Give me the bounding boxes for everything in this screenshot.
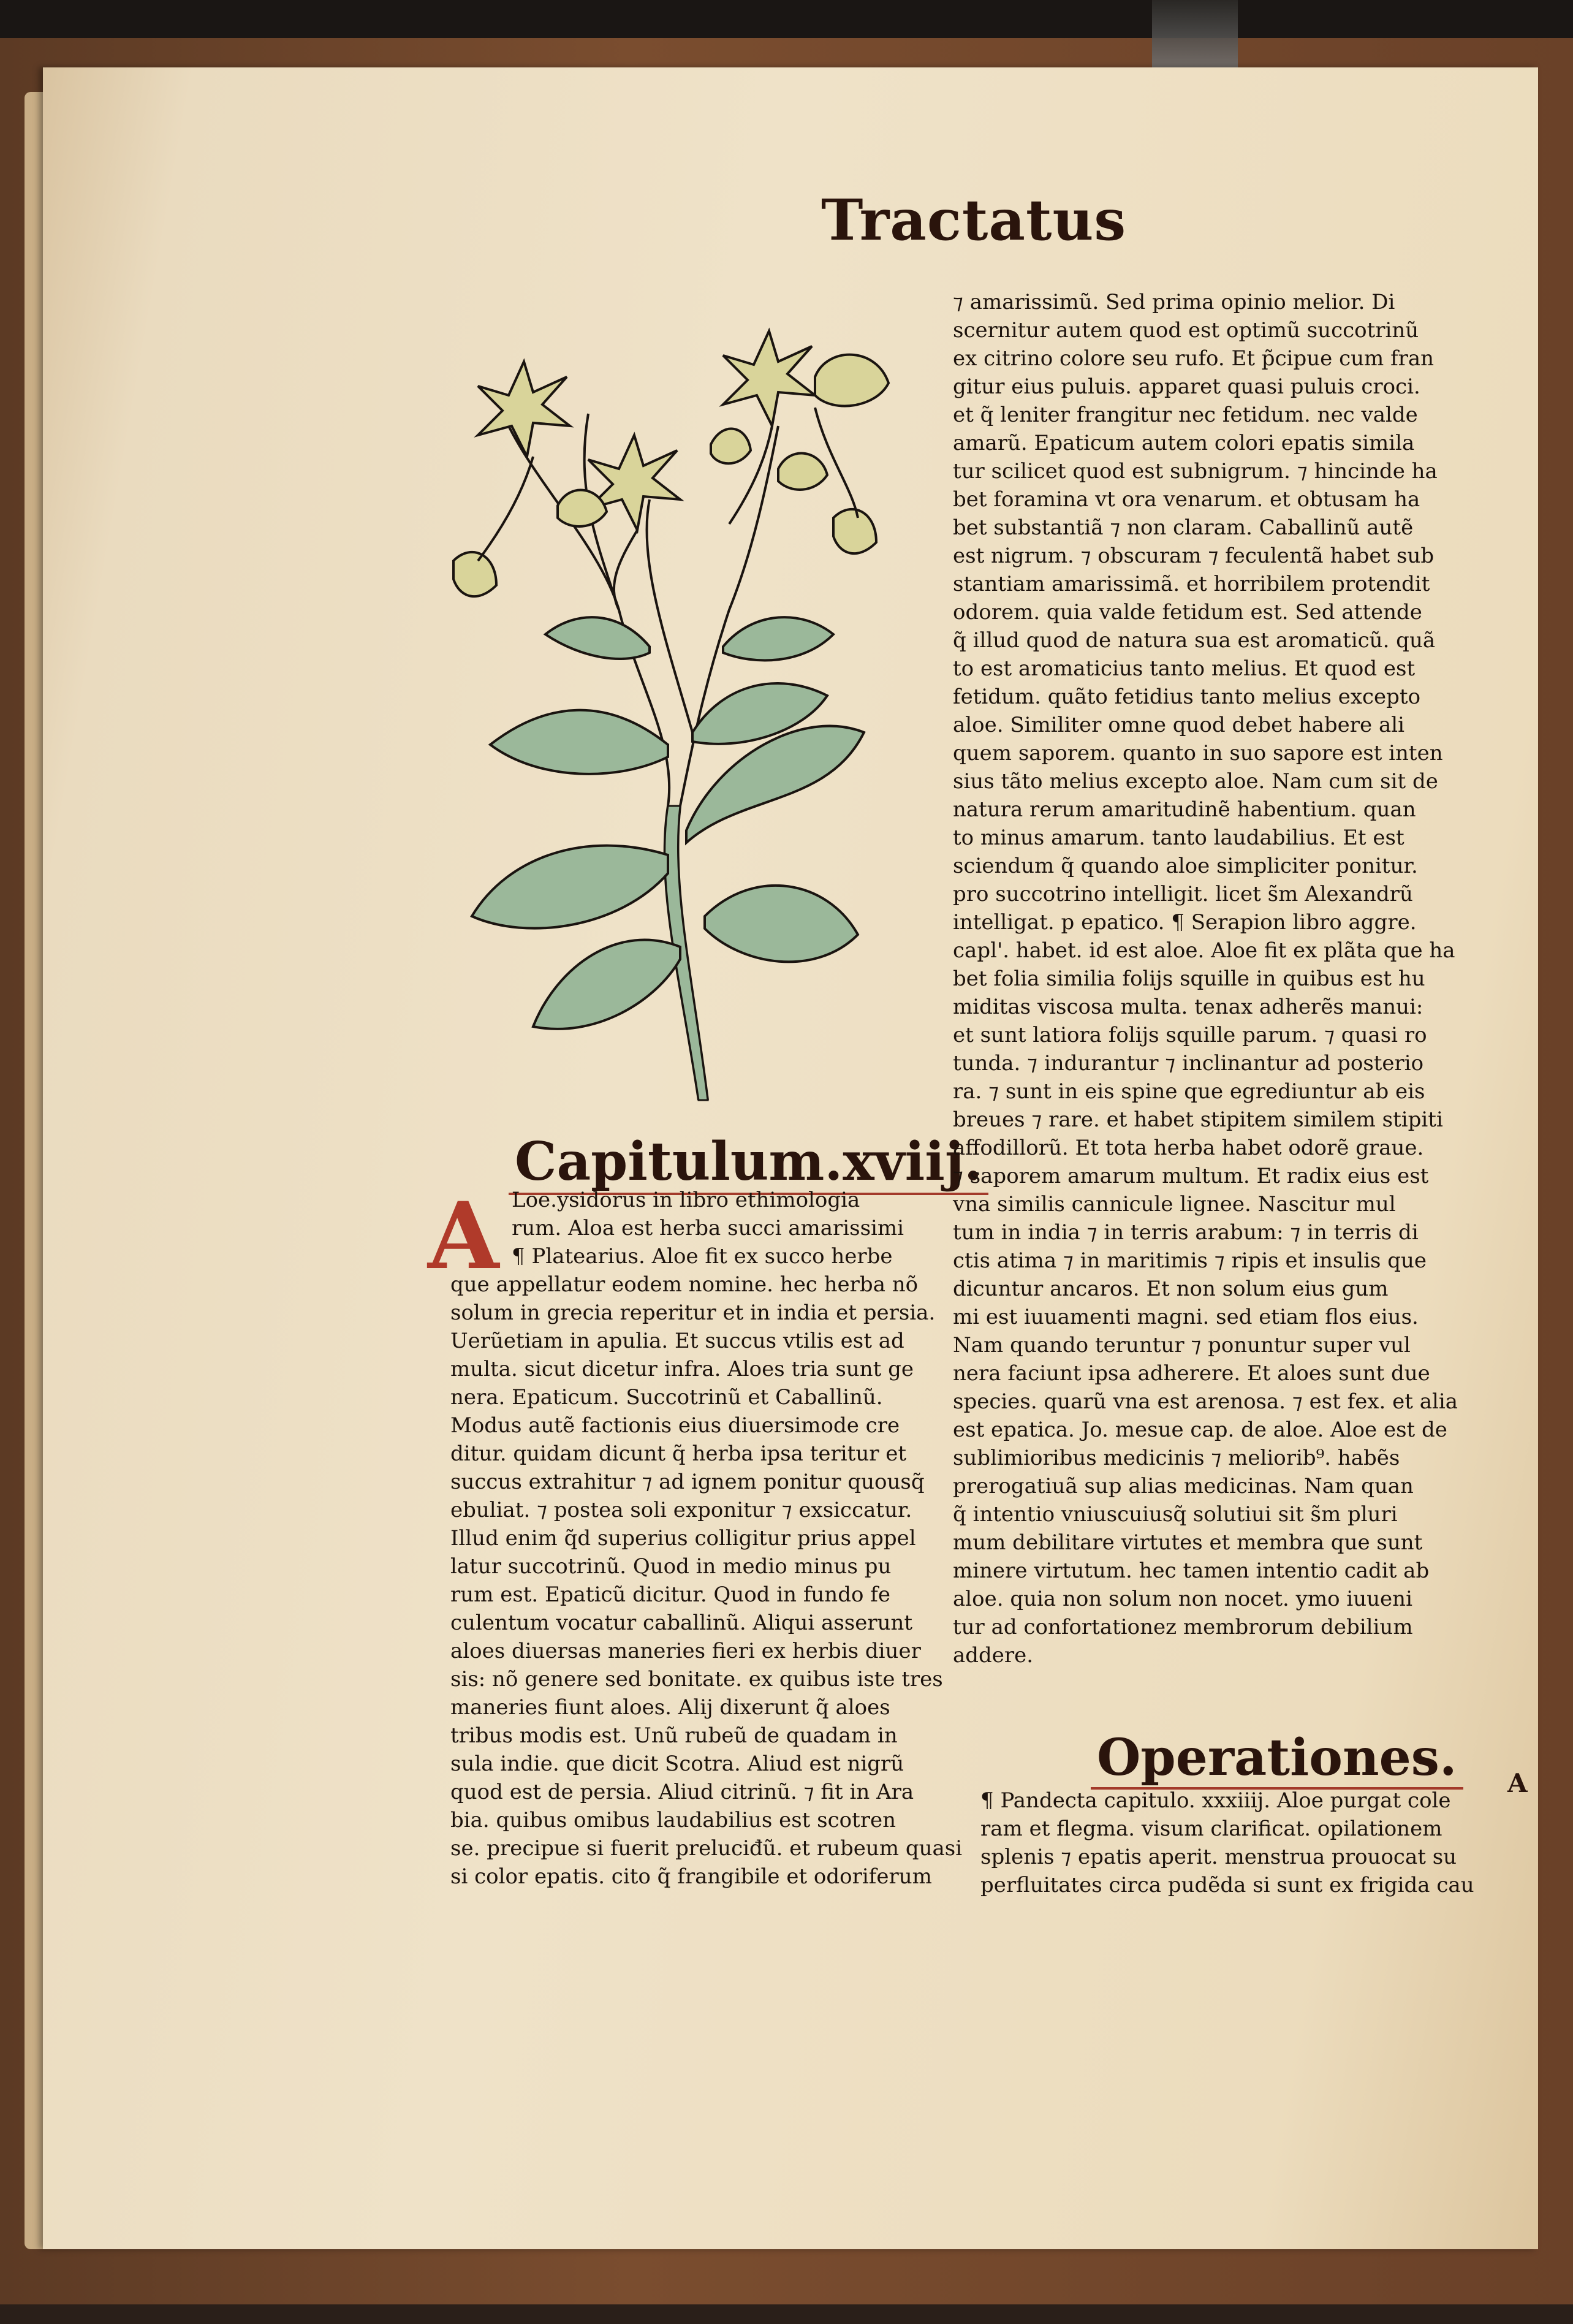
text-line: solum in grecia reperitur et in india et persia.: [450, 1301, 936, 1325]
text-line: tunda. ⁊ indurantur ⁊ inclinantur ad posterio: [953, 1051, 1424, 1076]
text-line: to est aromaticius tanto melius. Et quod est: [953, 656, 1416, 681]
text-line: Uerũetiam in apulia. Et succus vtilis est ad: [450, 1329, 904, 1353]
text-line: rum est. Epaticũ dicitur. Quod in fundo fe: [450, 1582, 890, 1607]
right-text-column: [953, 288, 1492, 1669]
text-line: bet substantiã ⁊ non claram. Caballinũ autẽ: [953, 515, 1414, 540]
text-line: rum. Aloa est herba succi amarissimi: [512, 1216, 904, 1240]
text-line: capl'. habet. id est aloe. Aloe fit ex plãta que ha: [953, 938, 1455, 963]
chapter-heading: Capitulum.xviij.: [509, 1131, 988, 1195]
text-line: perfluitates circa pudẽda si sunt ex frigida cau: [980, 1873, 1474, 1897]
text-line: succus extrahitur ⁊ ad ignem ponitur quousq̃: [450, 1470, 925, 1494]
margin-mark: A: [1507, 1768, 1528, 1798]
text-line: tur ad confortationez membrorum debilium: [953, 1615, 1413, 1639]
text-line: bia. quibus omibus laudabilius est scotren: [450, 1808, 896, 1832]
text-line: tum in india ⁊ in terris arabum: ⁊ in terris di: [953, 1220, 1419, 1245]
text-line: aloe. quia non solum non nocet. ymo iuueni: [953, 1587, 1412, 1611]
text-line: natura rerum amaritudinẽ habentium. quan: [953, 797, 1416, 822]
text-line: addere.: [953, 1643, 1034, 1668]
text-line: miditas viscosa multa. tenax adherẽs manui:: [953, 995, 1423, 1019]
text-line: fetidum. quãto fetidius tanto melius excepto: [953, 685, 1421, 709]
text-line: amarũ. Epaticum autem colori epatis simila: [953, 431, 1415, 455]
text-line: gitur eius puluis. apparet quasi puluis croci.: [953, 374, 1420, 399]
text-line: sciendum q̃ quando aloe simpliciter ponitur.: [953, 854, 1418, 878]
text-line: mi est iuuamenti magni. sed etiam flos eius.: [953, 1305, 1419, 1329]
text-line: Modus autẽ factionis eius diuersimode cre: [450, 1413, 900, 1438]
text-line: minere virtutum. hec tamen intentio cadit ab: [953, 1559, 1430, 1583]
text-line: se. precipue si fuerit preluciđũ. et rubeum quasi: [450, 1836, 963, 1861]
text-line: multa. sicut dicetur infra. Aloes tria sunt ge: [450, 1357, 914, 1381]
text-line: aloe. Similiter omne quod debet habere ali: [953, 713, 1404, 737]
text-line: ra. ⁊ sunt in eis spine que egrediuntur ab eis: [953, 1079, 1425, 1104]
text-line: nera faciunt ipsa adherere. Et aloes sunt due: [953, 1361, 1430, 1386]
text-line: pro succotrino intelligit. licet s̃m Alexandrũ: [953, 882, 1413, 906]
text-line: ex citrino colore seu rufo. Et p̃cipue cum fran: [953, 346, 1435, 371]
section-heading: Operationes.: [1091, 1728, 1463, 1790]
text-line: maneries fiunt aloes. Alij dixerunt q̃ aloes: [450, 1695, 890, 1720]
text-line: dicuntur ancaros. Et non solum eius gum: [953, 1277, 1389, 1301]
drop-cap-initial: A: [428, 1182, 499, 1290]
text-line: ditur. quidam dicunt q̃ herba ipsa teritur et: [450, 1441, 907, 1466]
text-line: sius tãto melius excepto aloe. Nam cum sit de: [953, 769, 1438, 794]
text-line: et q̃ leniter frangitur nec fetidum. nec valde: [953, 403, 1418, 427]
text-line: ⁊ amarissimũ. Sed prima opinio melior. Di: [953, 290, 1395, 314]
text-line: si color epatis. cito q̃ frangibile et odoriferum: [450, 1864, 932, 1889]
text-line: ⁊ saporem amarum multum. Et radix eius est: [953, 1164, 1429, 1188]
text-line: Loe.ysidorus in libro ethimologia: [512, 1188, 860, 1212]
text-line: prerogatiuã sup alias medicinas. Nam quan: [953, 1474, 1414, 1498]
text-line: est nigrum. ⁊ obscuram ⁊ feculentã habet sub: [953, 544, 1435, 568]
text-line: sublimioribus medicinis ⁊ meliorib⁹. habẽs: [953, 1446, 1400, 1470]
top-background: [0, 0, 1573, 38]
text-line: intelligat. p epatico. ¶ Serapion libro aggre.: [953, 910, 1417, 935]
text-line: que appellatur eodem nomine. hec herba nõ: [450, 1272, 919, 1297]
text-line: affodillorũ. Et tota herba habet odorẽ graue.: [953, 1136, 1424, 1160]
text-line: quod est de persia. Aliud citrinũ. ⁊ fit in Ara: [450, 1780, 914, 1804]
text-line: mum debilitare virtutes et membra que sunt: [953, 1530, 1423, 1555]
text-line: quem saporem. quanto in suo sapore est inten: [953, 741, 1443, 765]
text-line: bet foramina vt ora venarum. et obtusam ha: [953, 487, 1420, 512]
text-line: q̃ illud quod de natura sua est aromaticũ. quã: [953, 628, 1436, 653]
text-line: stantiam amarissimã. et horribilem protendit: [953, 572, 1430, 596]
text-line: est epatica. Jo. mesue cap. de aloe. Aloe est de: [953, 1418, 1447, 1442]
text-line: splenis ⁊ epatis aperit. menstrua prouocat su: [980, 1845, 1457, 1869]
text-line: tribus modis est. Unũ rubeũ de quadam in: [450, 1723, 898, 1748]
operations-text-column: [980, 1787, 1483, 1899]
text-line: sula indie. que dicit Scotra. Aliud est nigrũ: [450, 1752, 904, 1776]
text-line: aloes diuersas maneries fieri ex herbis diuer: [450, 1639, 921, 1663]
text-line: vna similis cannicule lignee. Nascitur mul: [953, 1192, 1396, 1217]
text-line: sis: nõ genere sed bonitate. ex quibus iste tres: [450, 1667, 943, 1692]
text-line: latur succotrinũ. Quod in medio minus pu: [450, 1554, 892, 1579]
left-text-column: [450, 1186, 963, 1891]
text-line: bet folia similia folijs squille in quibus est hu: [953, 966, 1425, 991]
text-line: nera. Epaticum. Succotrinũ et Caballinũ.: [450, 1385, 883, 1410]
text-line: to minus amarum. tanto laudabilius. Et est: [953, 826, 1404, 850]
text-line: scernitur autem quod est optimũ succotrinũ: [953, 318, 1419, 343]
text-line: q̃ intentio vniuscuiusq̃ solutiui sit s̃m pluri: [953, 1502, 1398, 1527]
text-line: tur scilicet quod est subnigrum. ⁊ hincinde ha: [953, 459, 1438, 484]
running-head: Tractatus: [821, 187, 1127, 253]
text-line: ¶ Pandecta capitulo. xxxiiij. Aloe purgat cole: [980, 1788, 1451, 1813]
plant-woodcut-illustration: [435, 303, 913, 1112]
text-line: species. quarũ vna est arenosa. ⁊ est fex. et alia: [953, 1389, 1458, 1414]
text-line: ram et flegma. visum clarificat. opilationem: [980, 1817, 1442, 1841]
text-line: odorem. quia valde fetidum est. Sed attende: [953, 600, 1422, 625]
text-line: culentum vocatur caballinũ. Aliqui asserunt: [450, 1611, 913, 1635]
text-line: Illud enim q̃d superius colligitur prius appel: [450, 1526, 916, 1551]
text-line: ctis atima ⁊ in maritimis ⁊ ripis et insulis que: [953, 1248, 1427, 1273]
text-line: ¶ Platearius. Aloe fit ex succo herbe: [512, 1244, 893, 1269]
text-line: Nam quando teruntur ⁊ ponuntur super vul: [953, 1333, 1411, 1358]
text-line: breues ⁊ rare. et habet stipitem similem stipiti: [953, 1107, 1443, 1132]
text-line: et sunt latiora folijs squille parum. ⁊ quasi ro: [953, 1023, 1427, 1047]
text-line: ebuliat. ⁊ postea soli exponitur ⁊ exsiccatur.: [450, 1498, 912, 1522]
